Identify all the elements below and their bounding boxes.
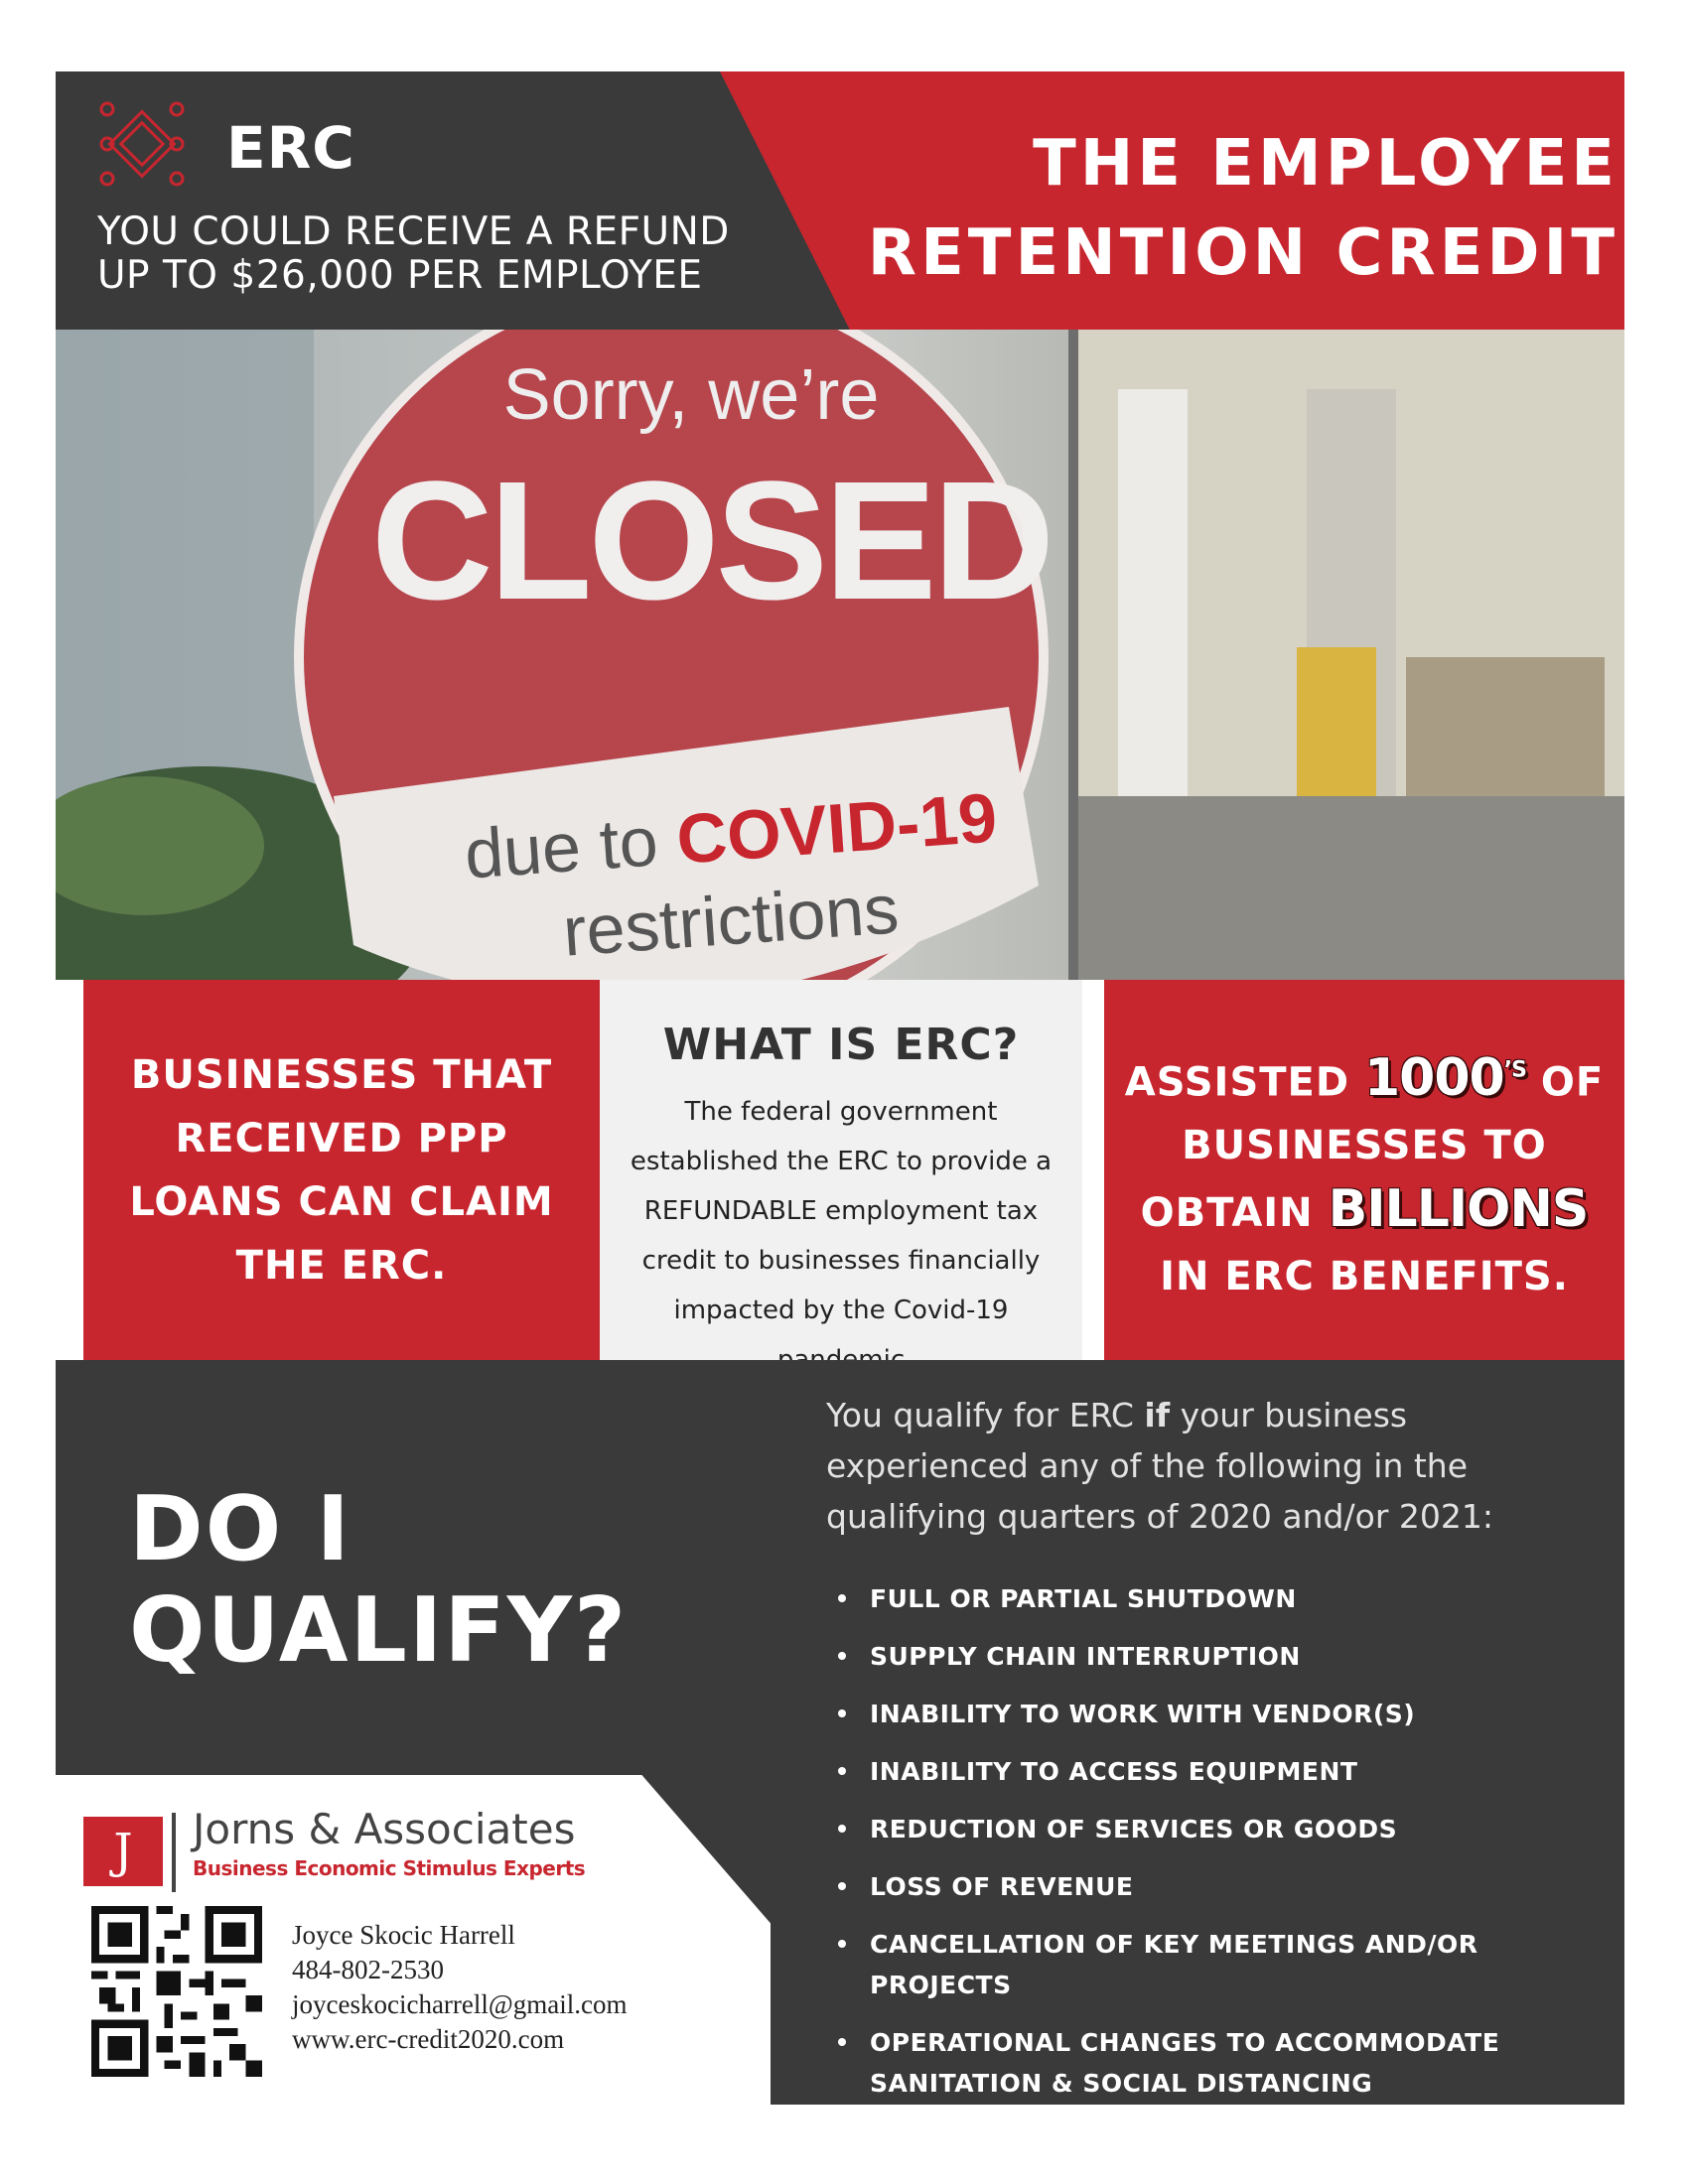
assisted-number-suffix: ’S	[1503, 1058, 1526, 1083]
sign-covid-text: COVID-19	[674, 778, 1000, 879]
contact-name: Joyce Skocic Harrell	[292, 1920, 515, 1950]
brand-title: ERC	[226, 114, 355, 182]
company-tagline: Business Economic Stimulus Experts	[193, 1856, 586, 1880]
contact-info	[292, 1918, 628, 2057]
company-logo-divider	[172, 1813, 176, 1892]
headline-line-1: THE EMPLOYEE	[1033, 127, 1618, 201]
headline	[844, 119, 1618, 298]
sign-due-text: due to	[462, 802, 661, 893]
qualify-intro	[826, 1390, 1611, 1542]
sign-closed-text: CLOSED	[370, 447, 1052, 635]
list-item: REDUCTION OF SERVICES OR GOODS	[834, 1809, 1628, 1849]
assisted-number	[1364, 1048, 1526, 1108]
billions-highlight: BILLIONS	[1328, 1179, 1589, 1240]
assisted-businesses-box	[1104, 980, 1624, 1360]
list-item: INABILITY TO ACCESS EQUIPMENT	[834, 1751, 1628, 1792]
company-logo-icon: J	[83, 1817, 163, 1886]
contact-email[interactable]: joyceskocicharrell@gmail.com	[292, 1989, 628, 2019]
qualify-intro-post: your business experienced any of the following in the qualifying quarters of 2020 and/or 2021:	[826, 1396, 1493, 1536]
qr-code-icon[interactable]	[91, 1906, 262, 2077]
refund-tagline	[97, 210, 792, 298]
assisted-mid: OF BUSINESSES TO OBTAIN	[1140, 1059, 1605, 1237]
list-item: CANCELLATION OF KEY MEETINGS AND/OR PROJECTS	[834, 1924, 1628, 2005]
contact-website[interactable]: www.erc-credit2020.com	[292, 2024, 565, 2054]
qualify-title-line-2: QUALIFY?	[129, 1578, 629, 1683]
tagline-line-1: YOU COULD RECEIVE A REFUND	[97, 209, 730, 254]
qualify-intro-pre: You qualify for ERC	[826, 1396, 1134, 1434]
what-is-erc-box	[600, 980, 1082, 1360]
do-i-qualify-title	[129, 1477, 629, 1683]
list-item: OPERATIONAL CHANGES TO ACCOMMODATE SANITATION & SOCIAL DISTANCING	[834, 2022, 1628, 2104]
list-item: LOSS OF REVENUE	[834, 1866, 1628, 1907]
qualify-intro-if: if	[1144, 1396, 1171, 1434]
tagline-line-2: UP TO $26,000 PER EMPLOYEE	[97, 253, 703, 298]
assisted-post: IN ERC BENEFITS.	[1160, 1254, 1569, 1300]
ppp-loans-box	[83, 980, 600, 1360]
qualify-title-line-1: DO I	[129, 1477, 352, 1581]
qualify-list	[834, 1578, 1628, 2120]
ppp-loans-text: BUSINESSES THAT RECEIVED PPP LOANS CAN CLAIM THE ERC.	[129, 1051, 554, 1289]
sign-restrictions-text: restrictions	[560, 870, 902, 971]
list-item: INABILITY TO WORK WITH VENDOR(S)	[834, 1694, 1628, 1734]
what-is-erc-title: WHAT IS ERC?	[662, 1020, 1020, 1070]
company-name: Jorns & Associates	[193, 1805, 576, 1853]
list-item: SUPPLY CHAIN INTERRUPTION	[834, 1636, 1628, 1677]
contact-phone[interactable]: 484-802-2530	[292, 1955, 444, 1984]
assisted-pre: ASSISTED	[1124, 1059, 1350, 1106]
assisted-number-value: 1000	[1364, 1048, 1504, 1109]
list-item: FULL OR PARTIAL SHUTDOWN	[834, 1578, 1628, 1619]
sign-sorry-text: Sorry, we’re	[502, 355, 880, 435]
what-is-erc-body: The federal government established the ERC to provide a REFUNDABLE employment tax credit to businesses financially impacted by the Covid-19	[630, 1097, 1053, 1325]
erc-logo-icon	[97, 99, 187, 189]
headline-line-2: RETENTION CREDIT	[867, 216, 1618, 290]
closed-sign-photo	[56, 330, 1624, 980]
assisted-businesses-text	[1114, 1039, 1615, 1308]
